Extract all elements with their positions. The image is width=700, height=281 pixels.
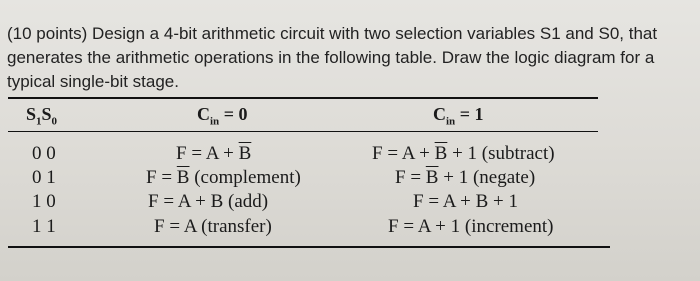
op-complement: $\overline{B}$ <box>434 143 448 164</box>
header-s1-subscript: 1 <box>36 115 42 128</box>
header-selection <box>26 102 57 134</box>
op-text: F = A + <box>176 143 239 164</box>
row-cin0-op: F = A (transfer) <box>154 216 272 237</box>
op-text: F = <box>146 167 177 188</box>
op-text: (complement) <box>189 167 301 188</box>
row-cin0-op: F = A + B (add) <box>148 191 269 212</box>
row-cin0-op <box>146 166 301 190</box>
row-cin1-op: F = A + B + 1 <box>413 191 519 212</box>
header-s1: S <box>26 104 37 124</box>
header-cin0-value: = 0 <box>219 104 248 124</box>
header-cin1-c: C <box>433 104 446 124</box>
row-selection: 0 1 <box>32 167 56 188</box>
op-text: + 1 (negate) <box>438 167 536 188</box>
op-complement: $\overline{B}$ <box>238 143 252 164</box>
row-cin1-op <box>395 166 535 190</box>
header-cin1-subscript: in <box>446 115 456 128</box>
row-cin1-op: F = A + 1 (increment) <box>388 216 554 237</box>
row-selection: 0 0 <box>32 143 56 164</box>
table-bottom-rule <box>8 246 610 248</box>
op-text: F = A + <box>372 143 435 164</box>
row-selection: 1 1 <box>32 216 56 237</box>
row-cin0-op <box>176 142 251 166</box>
header-cin-0 <box>197 102 247 134</box>
problem-line: typical single-bit stage. <box>7 72 179 91</box>
table-top-rule <box>8 97 598 99</box>
header-cin-1 <box>433 102 483 134</box>
header-cin0-subscript: in <box>210 115 220 128</box>
row-cin1-op <box>372 142 555 166</box>
header-cin1-value: = 1 <box>455 104 484 124</box>
problem-line: (10 points) Design a 4-bit arithmetic circuit with two selection variables S1 and S0, that <box>7 24 658 43</box>
row-selection: 1 0 <box>32 191 56 212</box>
op-text: + 1 (subtract) <box>447 143 555 164</box>
header-cin0-c: C <box>197 104 210 124</box>
table-header-rule <box>8 131 598 132</box>
header-s0: S <box>41 104 52 124</box>
op-complement: $\overline{B}$ <box>425 167 439 188</box>
op-text: F = <box>395 167 426 188</box>
op-complement: $\overline{B}$ <box>176 167 190 188</box>
problem-statement <box>7 22 693 94</box>
header-s0-subscript: 0 <box>51 115 58 128</box>
problem-line: generates the arithmetic operations in the following table. Draw the logic diagram for a <box>7 48 655 67</box>
